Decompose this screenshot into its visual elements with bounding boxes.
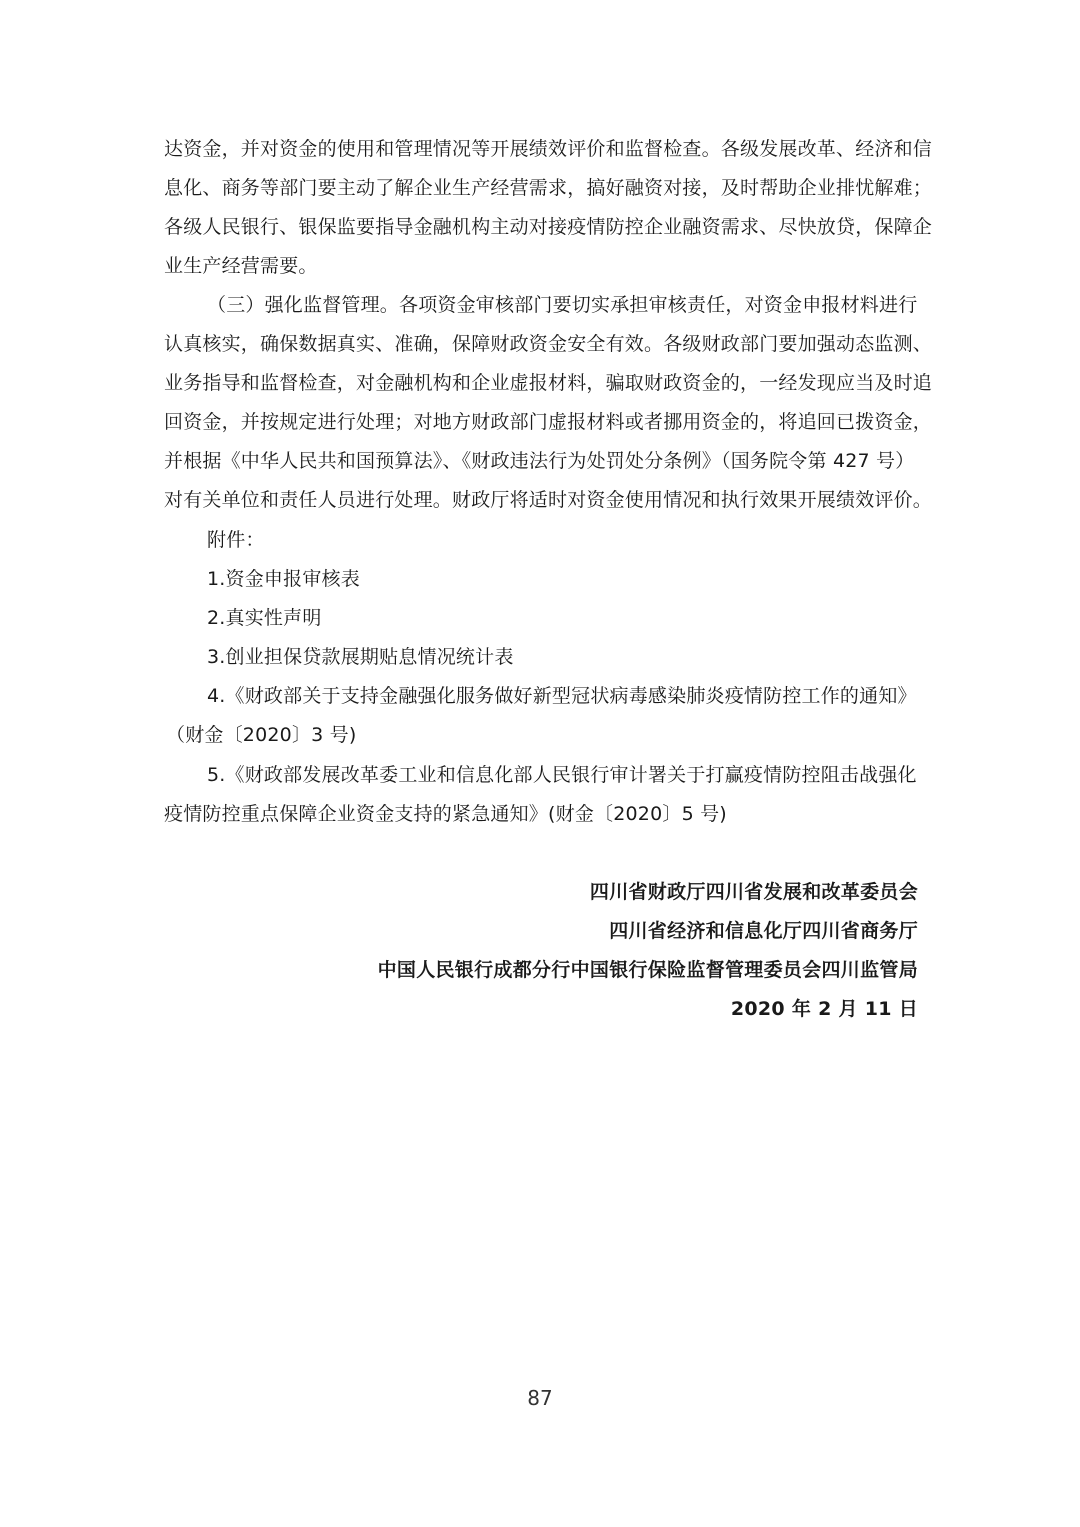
signature-line-3: 中国人民银行成都分行中国银行保险监督管理委员会四川监管局 [377,959,918,981]
page-number: 87 [527,1386,553,1410]
body-line-4: 业生产经营需要。 [164,255,318,277]
attachment-item-4-ref: （财金〔2020〕3 号) [166,724,357,746]
signature-line-2: 四川省经济和信息化厅四川省商务厅 [609,920,918,942]
body-line-7: 业务指导和监督检查，对金融机构和企业虚报材料，骗取财政资金的，一经发现应当及时追 [164,372,933,394]
signature-line-1: 四川省财政厅四川省发展和改革委员会 [589,881,918,903]
body-line-5: （三）强化监督管理。各项资金审核部门要切实承担审核责任，对资金申报材料进行 [207,294,918,316]
attachment-item-3: 3.创业担保贷款展期贴息情况统计表 [207,646,514,668]
attachment-item-5-cont: 疫情防控重点保障企业资金支持的紧急通知》(财金〔2020〕5 号) [164,803,727,825]
body-line-3: 各级人民银行、银保监要指导金融机构主动对接疫情防控企业融资需求、尽快放贷，保障企 [164,216,933,238]
attachments-heading: 附件： [207,529,265,551]
body-line-1: 达资金，并对资金的使用和管理情况等开展绩效评价和监督检查。各级发展改革、经济和信 [164,138,933,160]
body-line-10: 对有关单位和责任人员进行处理。财政厅将适时对资金使用情况和执行效果开展绩效评价。 [164,489,933,511]
body-line-9: 并根据《中华人民共和国预算法》、《财政违法行为处罚处分条例》（国务院令第 427 号） [164,450,915,472]
signature-date: 2020 年 2 月 11 日 [730,998,918,1020]
body-line-6: 认真核实，确保数据真实、准确，保障财政资金安全有效。各级财政部门要加强动态监测、 [164,333,933,355]
body-line-8: 回资金，并按规定进行处理；对地方财政部门虚报材料或者挪用资金的，将追回已拨资金， [164,411,933,433]
attachment-item-4: 4.《财政部关于支持金融强化服务做好新型冠状病毒感染肺炎疫情防控工作的通知》 [207,685,917,707]
body-line-2: 息化、商务等部门要主动了解企业生产经营需求，搞好融资对接，及时帮助企业排忧解难； [164,177,933,199]
attachment-item-2: 2.真实性声明 [207,607,322,629]
attachment-item-5: 5.《财政部发展改革委工业和信息化部人民银行审计署关于打赢疫情防控阻击战强化 [207,764,917,786]
attachment-item-1: 1.资金申报审核表 [207,568,360,590]
